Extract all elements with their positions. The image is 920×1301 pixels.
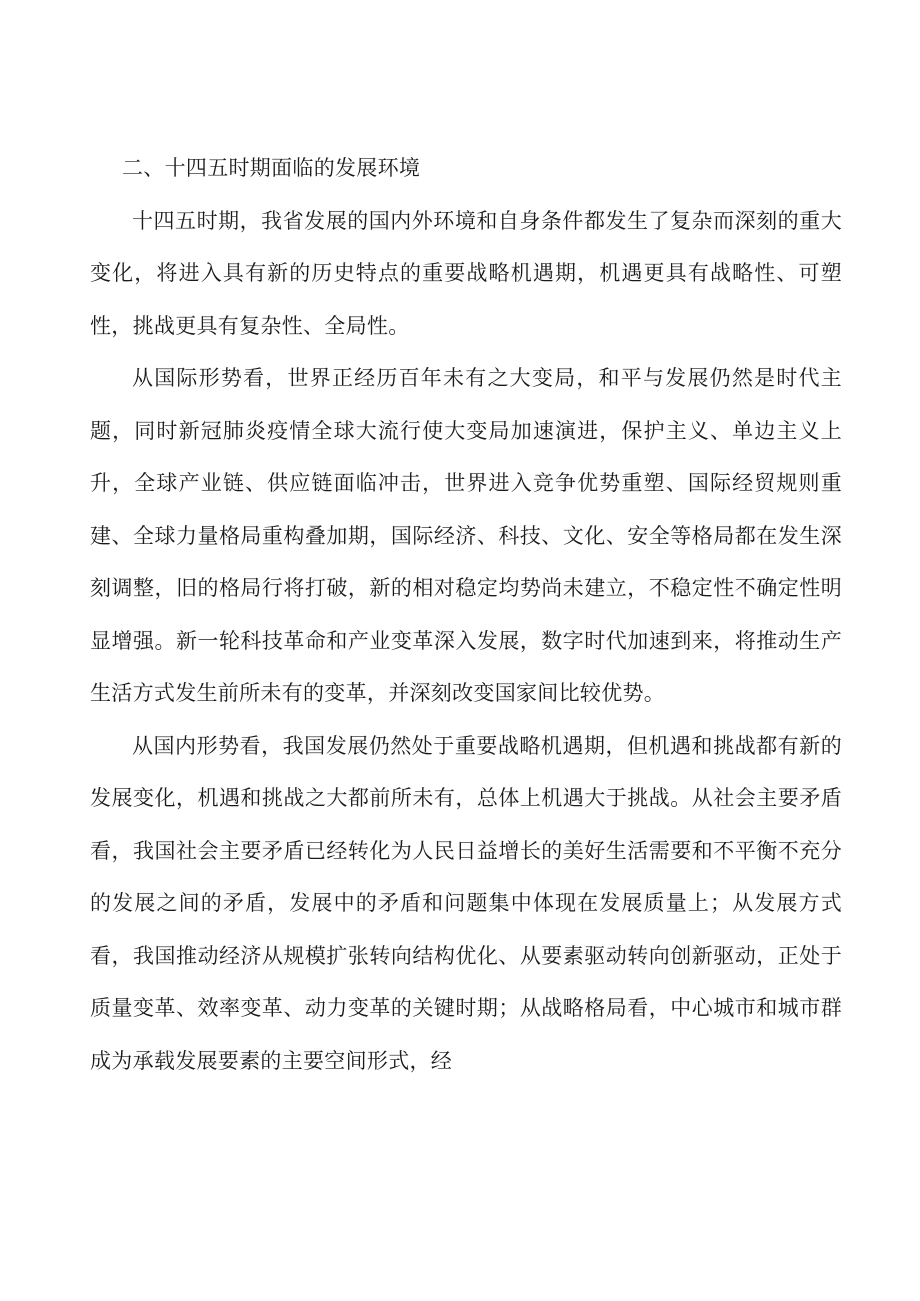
paragraph-domestic: 从国内形势看，我国发展仍然处于重要战略机遇期，但机遇和挑战都有新的发展变化，机遇和挑战之大都前所未有，总体上机遇大于挑战。从社会主要矛盾看，我国社会主要矛盾已经转化为人民日益增长的美好生活需要和不平衡不充分的发展之间的矛盾，发展中的矛盾和问题集中体现在发展质量上；从发展方式看，我国推动经济从规模扩张转向结构优化、从要素驱动转向创新驱动，正处于质量变革、效率变革、动力变革的关键时期；从战略格局看，中心城市和城市群成为承载发展要素的主要空间形式，经 <box>90 733 842 1073</box>
paragraph-international: 从国际形势看，世界正经历百年未有之大变局，和平与发展仍然是时代主题，同时新冠肺炎疫情全球大流行使大变局加速演进，保护主义、单边主义上升，全球产业链、供应链面临冲击，世界进入竞争优势重塑、国际经贸规则重建、全球力量格局重构叠加期，国际经济、科技、文化、安全等格局都在发生深刻调整，旧的格局行将打破，新的相对稳定均势尚未建立，不稳定性不确定性明显增强。新一轮科技革命和产业变革深入发展，数字时代加速到来，将推动生产生活方式发生前所未有的变革，并深刻改变国家间比较优势。 <box>90 366 842 705</box>
document-body <box>90 142 842 1087</box>
paragraph-overview: 十四五时期，我省发展的国内外环境和自身条件都发生了复杂而深刻的重大变化，将进入具有新的历史特点的重要战略机遇期，机遇更具有战略性、可塑性，挑战更具有复杂性、全局性。 <box>90 208 842 338</box>
section-heading: 二、十四五时期面临的发展环境 <box>122 156 421 180</box>
